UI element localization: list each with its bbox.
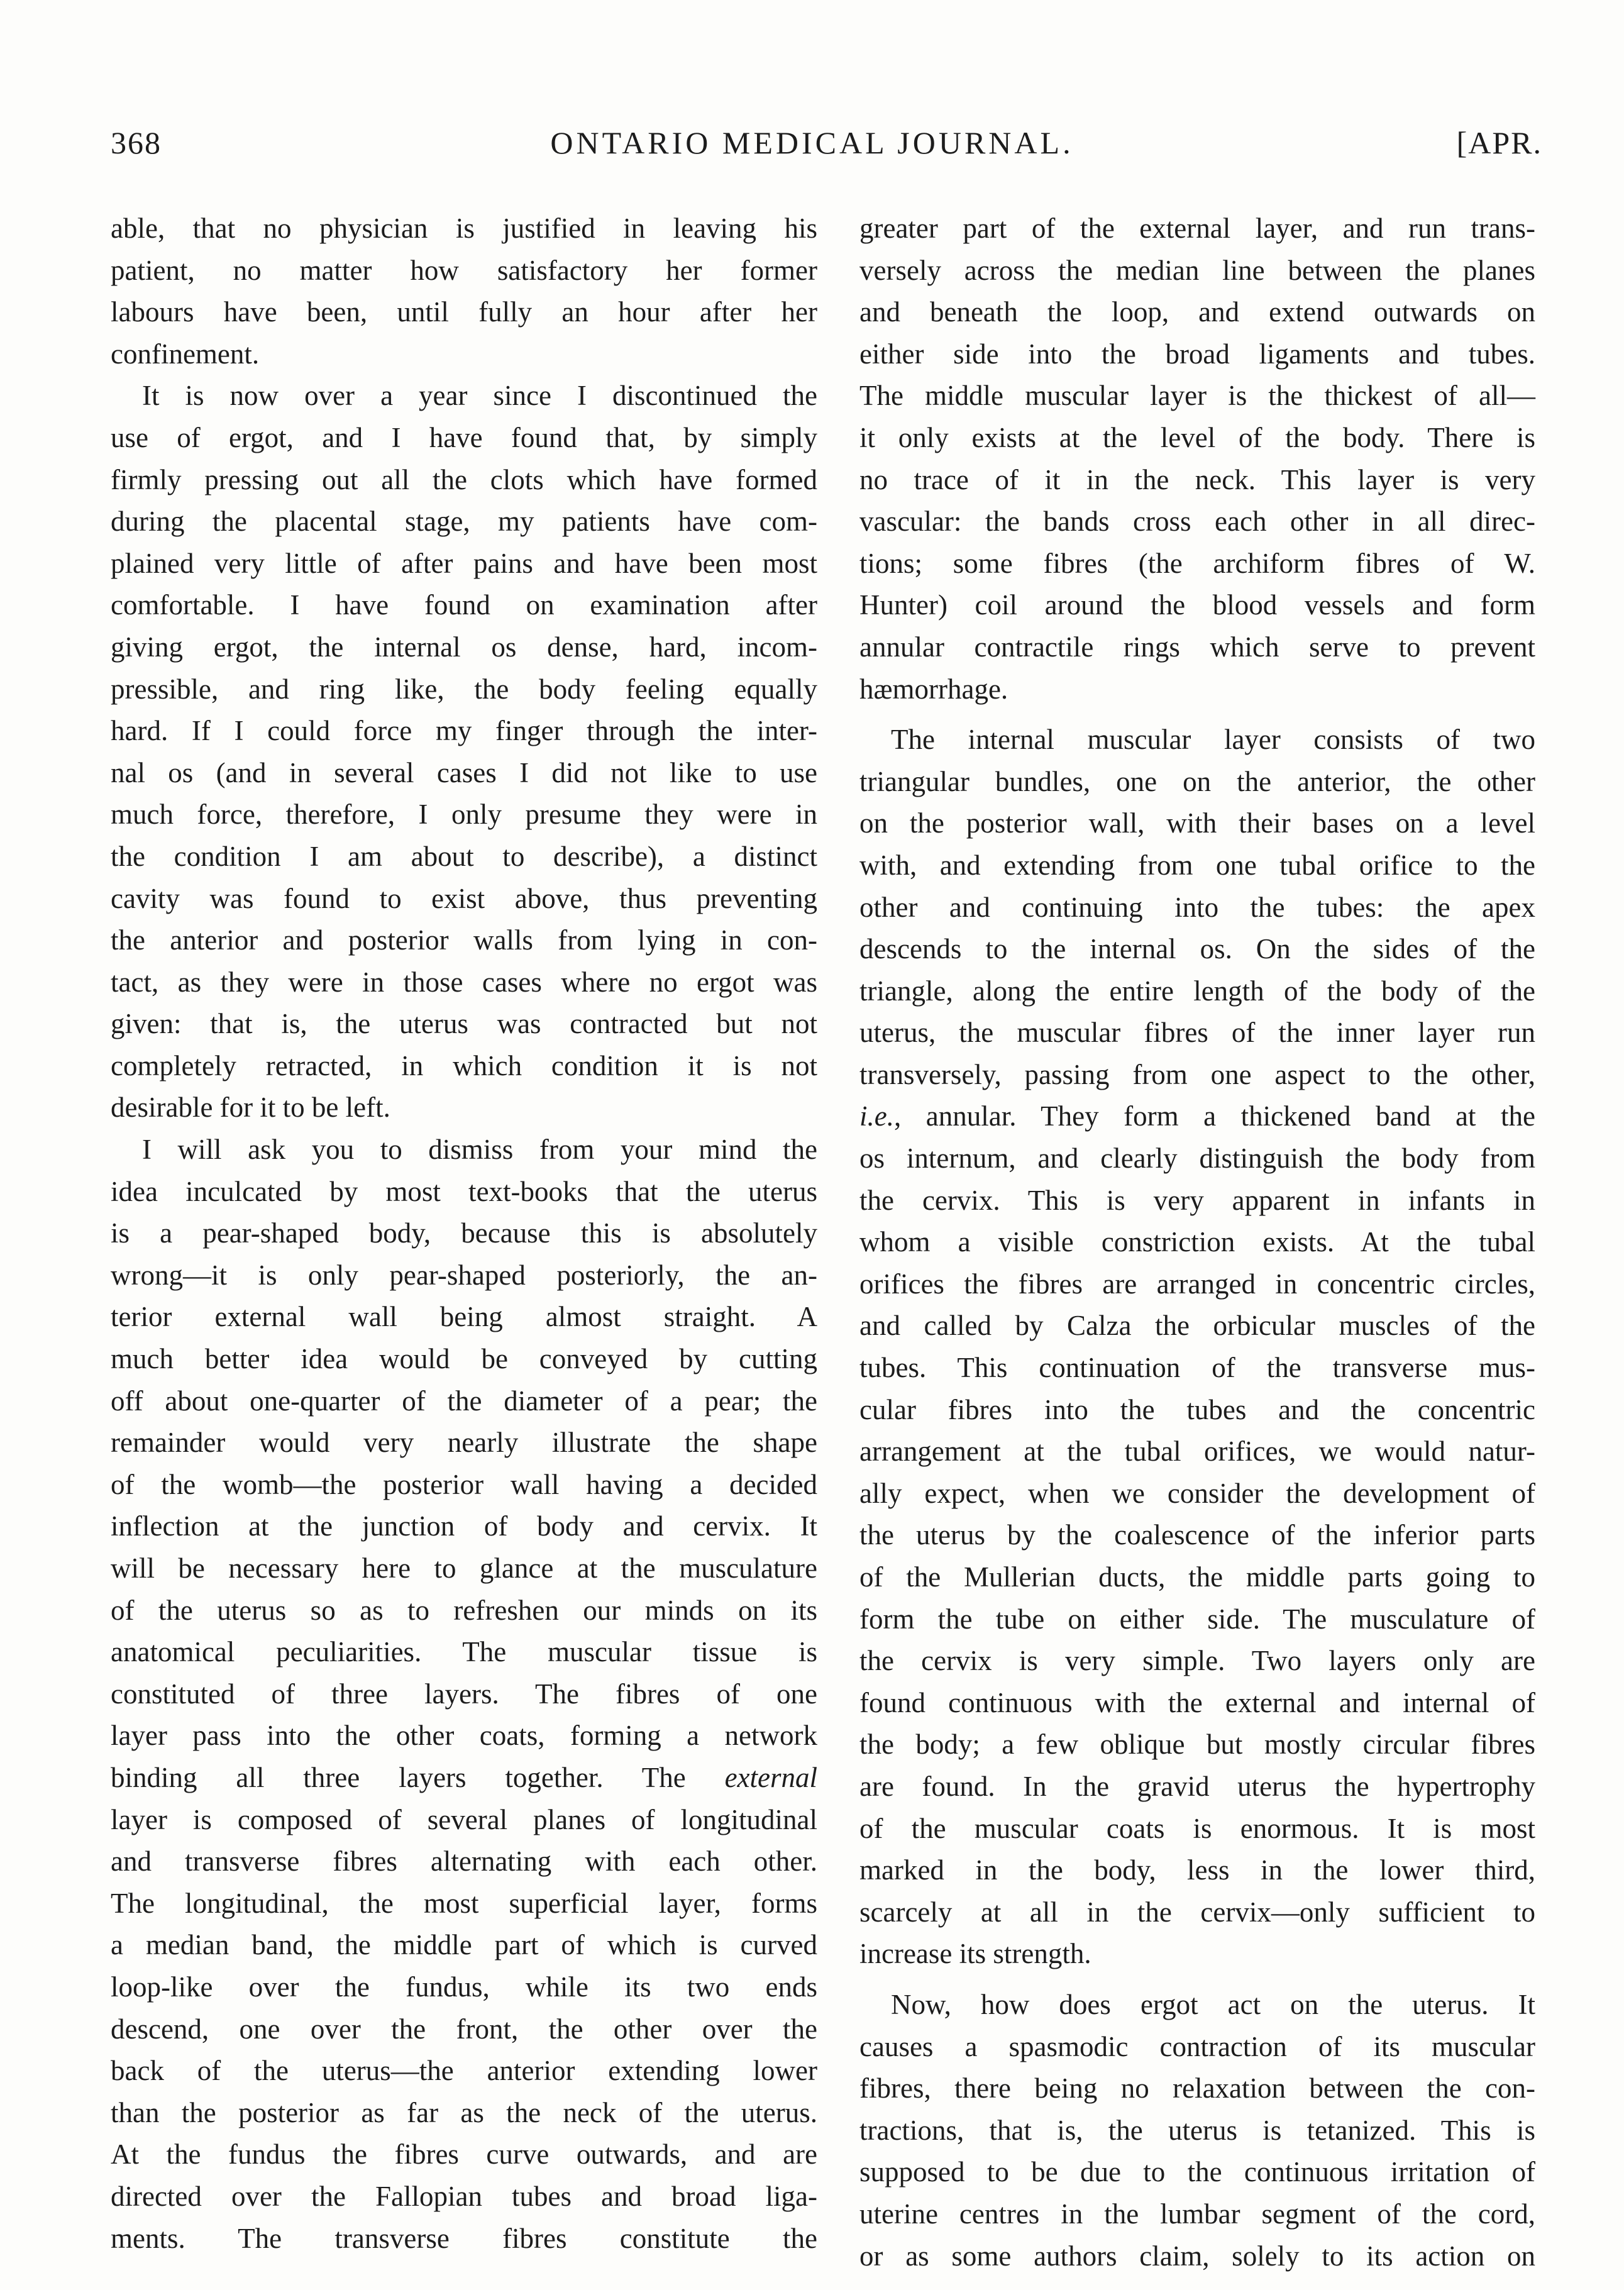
- text-line: tact, as they were in those cases where no ergot was: [111, 966, 817, 998]
- text-line: The internal muscular layer consists of two: [891, 724, 1535, 756]
- text-line: At the fundus the fibres curve outwards, and are: [111, 2138, 817, 2171]
- text-line: will be necessary here to glance at the musculature: [111, 1552, 817, 1584]
- text-line: ments. The transverse fibres constitute the: [111, 2222, 817, 2254]
- text-line: firmly pressing out all the clots which have formed: [111, 463, 817, 495]
- text-line: plained very little of after pains and have been most: [111, 547, 817, 579]
- text-line: pressible, and ring like, the body feeling equally: [111, 673, 817, 705]
- paragraph: [111, 375, 817, 1129]
- text-line: versely across the median line between the planes: [859, 254, 1535, 286]
- text-segment: binding all three layers together. The: [111, 1761, 725, 1793]
- text-line: marked in the body, less in the lower third,: [859, 1854, 1535, 1886]
- text-line: are found. In the gravid uterus the hypertrophy: [859, 1770, 1535, 1802]
- text-line: patient, no matter how satisfactory her former: [111, 254, 817, 286]
- text-line: it only exists at the level of the body. There is: [859, 421, 1535, 453]
- text-line: given: that is, the uterus was contracted but not: [111, 1008, 817, 1040]
- text-line: found continuous with the external and internal of: [859, 1686, 1535, 1718]
- text-line: desirable for it to be left.: [111, 1092, 390, 1124]
- paragraph: [111, 207, 817, 375]
- text-line: or as some authors claim, solely to its action on: [859, 2240, 1535, 2272]
- text-line: much force, therefore, I only presume they were in: [111, 799, 817, 831]
- text-line: [859, 1095, 1535, 1137]
- text-line: descends to the internal os. On the sides of the: [859, 933, 1535, 965]
- text-line: causes a spasmodic contraction of its muscular: [859, 2030, 1535, 2062]
- text-line: confinement.: [111, 338, 260, 370]
- text-line: off about one-quarter of the diameter of a pear; the: [111, 1385, 817, 1417]
- text-line: the cervix is very simple. Two layers only are: [859, 1645, 1535, 1677]
- text-line: transversely, passing from one aspect to the other,: [859, 1058, 1535, 1090]
- running-header-title: ONTARIO MEDICAL JOURNAL.: [550, 125, 1074, 160]
- text-line: and beneath the loop, and extend outwards on: [859, 296, 1535, 328]
- italic-text: i.e.: [859, 1100, 894, 1132]
- text-line: labours have been, until fully an hour after her: [111, 296, 817, 328]
- text-line: The middle muscular layer is the thickest of all—: [859, 380, 1535, 412]
- text-line: the body; a few oblique but mostly circular fibres: [859, 1729, 1535, 1761]
- text-line: arrangement at the tubal orifices, we would natur-: [859, 1435, 1535, 1468]
- text-line: The longitudinal, the most superficial layer, forms: [111, 1887, 817, 1919]
- text-line: triangular bundles, one on the anterior, the other: [859, 765, 1535, 797]
- text-line: and transverse fibres alternating with each other.: [111, 1845, 817, 1878]
- text-line: greater part of the external layer, and run trans-: [859, 213, 1535, 244]
- text-line: nal os (and in several cases I did not like to use: [111, 756, 817, 788]
- text-line: annular contractile rings which serve to prevent: [859, 631, 1535, 663]
- text-line: scarcely at all in the cervix—only sufficient to: [859, 1896, 1535, 1928]
- text-line: cular fibres into the tubes and the concentric: [859, 1393, 1535, 1425]
- text-line: ally expect, when we consider the development of: [859, 1477, 1535, 1509]
- text-line: either side into the broad ligaments and tubes.: [859, 338, 1535, 370]
- text-line: completely retracted, in which condition it is not: [111, 1049, 817, 1081]
- paragraph: [111, 1129, 817, 2259]
- text-line: giving ergot, the internal os dense, hard, incom-: [111, 631, 817, 663]
- text-line: remainder would very nearly illustrate the shape: [111, 1427, 817, 1459]
- text-line: uterine centres in the lumbar segment of the cord,: [859, 2198, 1535, 2230]
- text-line: directed over the Fallopian tubes and broad liga-: [111, 2180, 817, 2212]
- text-line: tractions, that is, the uterus is tetanized. This is: [859, 2114, 1535, 2146]
- text-line: terior external wall being almost straight. A: [111, 1301, 817, 1333]
- text-line: of the uterus so as to refreshen our minds on its: [111, 1594, 817, 1626]
- italic-text: external: [724, 1761, 817, 1793]
- paragraph: [859, 207, 1535, 710]
- text-line: anatomical peculiarities. The muscular tissue is: [111, 1636, 817, 1668]
- text-line: increase its strength.: [859, 1938, 1091, 1970]
- text-line: os internum, and clearly distinguish the body from: [859, 1142, 1535, 1175]
- text-line: loop-like over the fundus, while its two ends: [111, 1971, 817, 2003]
- text-line: the condition I am about to describe), a distinct: [111, 840, 817, 872]
- page-number: 368: [111, 125, 162, 160]
- text-line: constituted of three layers. The fibres of one: [111, 1678, 817, 1710]
- text-line: use of ergot, and I have found that, by simply: [111, 421, 817, 453]
- text-line: is a pear-shaped body, because this is absolutely: [111, 1217, 817, 1249]
- text-line: of the muscular coats is enormous. It is most: [859, 1812, 1535, 1844]
- text-line: wrong—it is only pear-shaped posteriorly, the an-: [111, 1259, 817, 1291]
- text-line: Hunter) coil around the blood vessels and form: [859, 589, 1535, 621]
- running-header-month: [APR.: [1456, 125, 1542, 160]
- text-line: able, that no physician is justified in leaving his: [111, 213, 817, 244]
- paragraph: [859, 1984, 1535, 2277]
- text-line: Now, how does ergot act on the uterus. It: [891, 1988, 1535, 2020]
- text-line: the cervix. This is very apparent in infants in: [859, 1184, 1535, 1216]
- text-line: comfortable. I have found on examination after: [111, 589, 817, 621]
- paragraph: [859, 719, 1535, 1975]
- text-line: than the posterior as far as the neck of the uterus.: [111, 2096, 817, 2128]
- text-line: tions; some fibres (the archiform fibres of W.: [859, 547, 1535, 579]
- text-line: inflection at the junction of body and cervix. It: [111, 1510, 817, 1542]
- text-line: cavity was found to exist above, thus preventing: [111, 882, 817, 914]
- right-text-column: [859, 207, 1535, 2277]
- text-line: hard. If I could force my finger through the inter-: [111, 715, 817, 747]
- text-line: idea inculcated by most text-books that the uterus: [111, 1175, 817, 1207]
- text-line: hæmorrhage.: [859, 673, 1008, 705]
- text-line: and called by Calza the orbicular muscles of the: [859, 1310, 1535, 1342]
- text-line: layer is composed of several planes of longitudinal: [111, 1803, 817, 1835]
- text-line: other and continuing into the tubes: the apex: [859, 891, 1535, 923]
- text-line: descend, one over the front, the other over the: [111, 2013, 817, 2045]
- text-line: of the womb—the posterior wall having a decided: [111, 1468, 817, 1500]
- text-line: with, and extending from one tubal orifice to the: [859, 849, 1535, 881]
- text-line: It is now over a year since I discontinued the: [142, 380, 817, 412]
- text-line: the anterior and posterior walls from lying in con-: [111, 924, 817, 956]
- text-line: on the posterior wall, with their bases on a level: [859, 807, 1535, 839]
- text-line: the uterus by the coalescence of the inferior parts: [859, 1519, 1535, 1551]
- text-line: supposed to be due to the continuous irritation of: [859, 2156, 1535, 2188]
- text-line: during the placental stage, my patients have com-: [111, 506, 817, 538]
- text-line: back of the uterus—the anterior extending lower: [111, 2055, 817, 2087]
- text-line: vascular: the bands cross each other in all direc-: [859, 506, 1535, 538]
- text-line: fibres, there being no relaxation between the con-: [859, 2072, 1535, 2105]
- text-line: form the tube on either side. The musculature of: [859, 1603, 1535, 1635]
- text-line: I will ask you to dismiss from your mind the: [142, 1134, 817, 1166]
- text-line: a median band, the middle part of which is curved: [111, 1929, 817, 1961]
- text-line: whom a visible constriction exists. At the tubal: [859, 1226, 1535, 1258]
- text-line: orifices the fibres are arranged in concentric circles,: [859, 1268, 1535, 1300]
- text-line: much better idea would be conveyed by cutting: [111, 1343, 817, 1375]
- text-line: no trace of it in the neck. This layer is very: [859, 463, 1535, 495]
- text-segment: , annular. They form a thickened band at the: [893, 1100, 1535, 1132]
- text-line: tubes. This continuation of the transverse mus-: [859, 1352, 1535, 1384]
- text-line: of the Mullerian ducts, the middle parts going to: [859, 1561, 1535, 1593]
- text-line: triangle, along the entire length of the body of the: [859, 975, 1535, 1007]
- left-text-column: [111, 207, 817, 2259]
- text-line: layer pass into the other coats, forming a network: [111, 1720, 817, 1752]
- text-line: [111, 1757, 817, 1799]
- text-line: uterus, the muscular fibres of the inner layer run: [859, 1017, 1535, 1049]
